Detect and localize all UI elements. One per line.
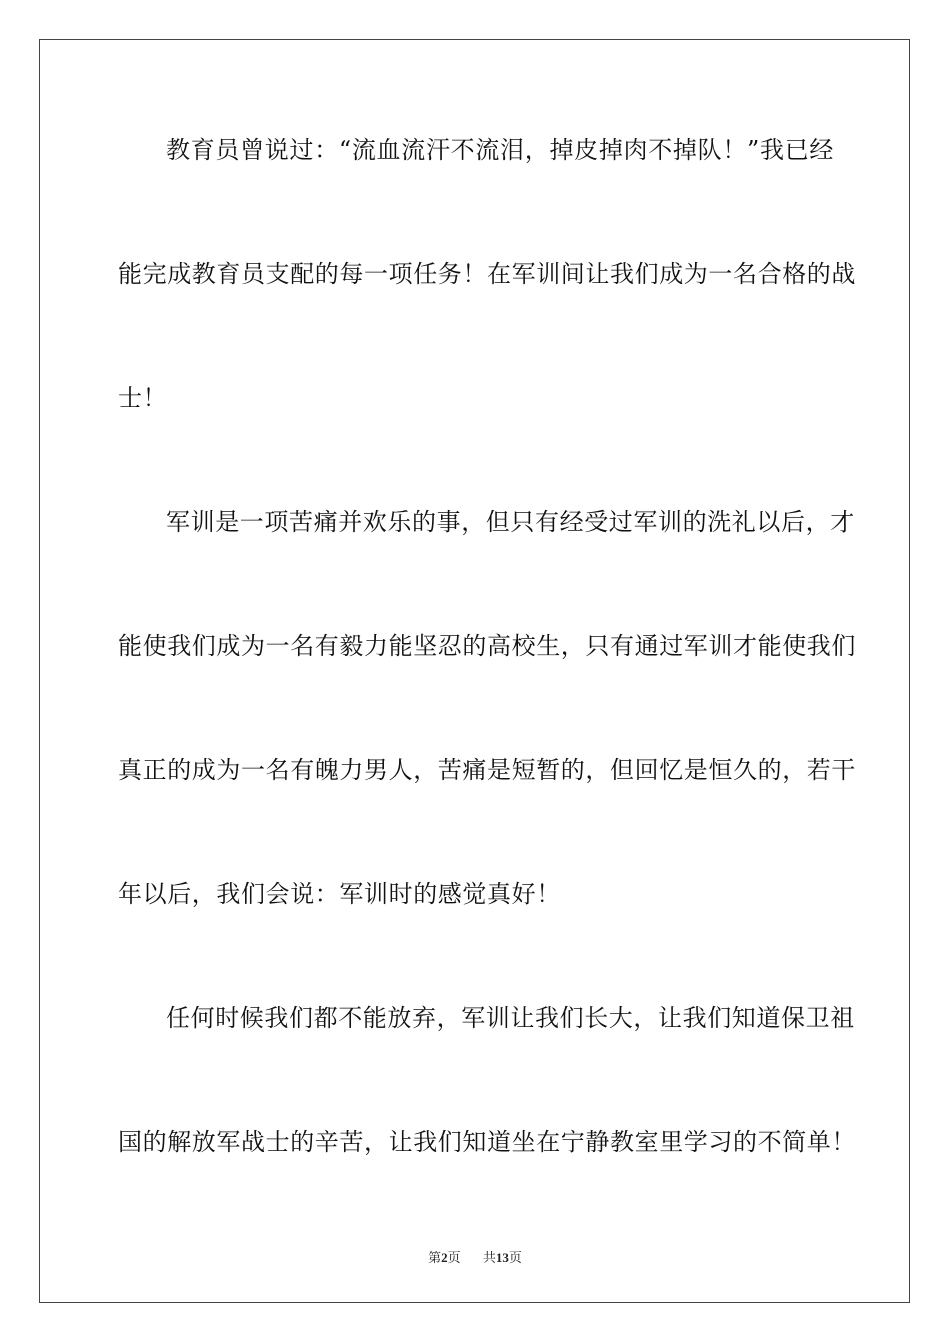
footer-total-pages: 13 (495, 1250, 509, 1265)
footer-page-prefix: 第 (428, 1251, 442, 1266)
footer-total-prefix: 共 (482, 1251, 496, 1266)
text-line: 教育员曾说过：“流血流汗不流泪，掉皮掉肉不掉队！”我已经 (166, 136, 834, 164)
text-line: 军训是一项苦痛并欢乐的事，但只有经受过军训的洗礼以后，才 (166, 508, 855, 536)
text-line: 能完成教育员支配的每一项任务！在军训间让我们成为一名合格的战 (118, 260, 856, 288)
page-footer (0, 1247, 950, 1266)
text-line: 士！ (118, 384, 168, 412)
footer-page-suffix: 页 (447, 1251, 461, 1266)
footer-page-number: 2 (441, 1250, 448, 1265)
text-line: 国的解放军战士的辛苦，让我们知道坐在宁静教室里学习的不简单！ (118, 1128, 856, 1156)
text-line: 任何时候我们都不能放弃，军训让我们长大，让我们知道保卫祖 (166, 1004, 855, 1032)
page-border (39, 39, 910, 1303)
footer-total-suffix: 页 (508, 1251, 522, 1266)
text-line: 能使我们成为一名有毅力能坚忍的高校生，只有通过军训才能使我们 (118, 632, 856, 660)
text-line: 真正的成为一名有魄力男人，苦痛是短暂的，但回忆是恒久的，若干 (118, 756, 856, 784)
text-line: 年以后，我们会说：军训时的感觉真好！ (118, 880, 561, 908)
